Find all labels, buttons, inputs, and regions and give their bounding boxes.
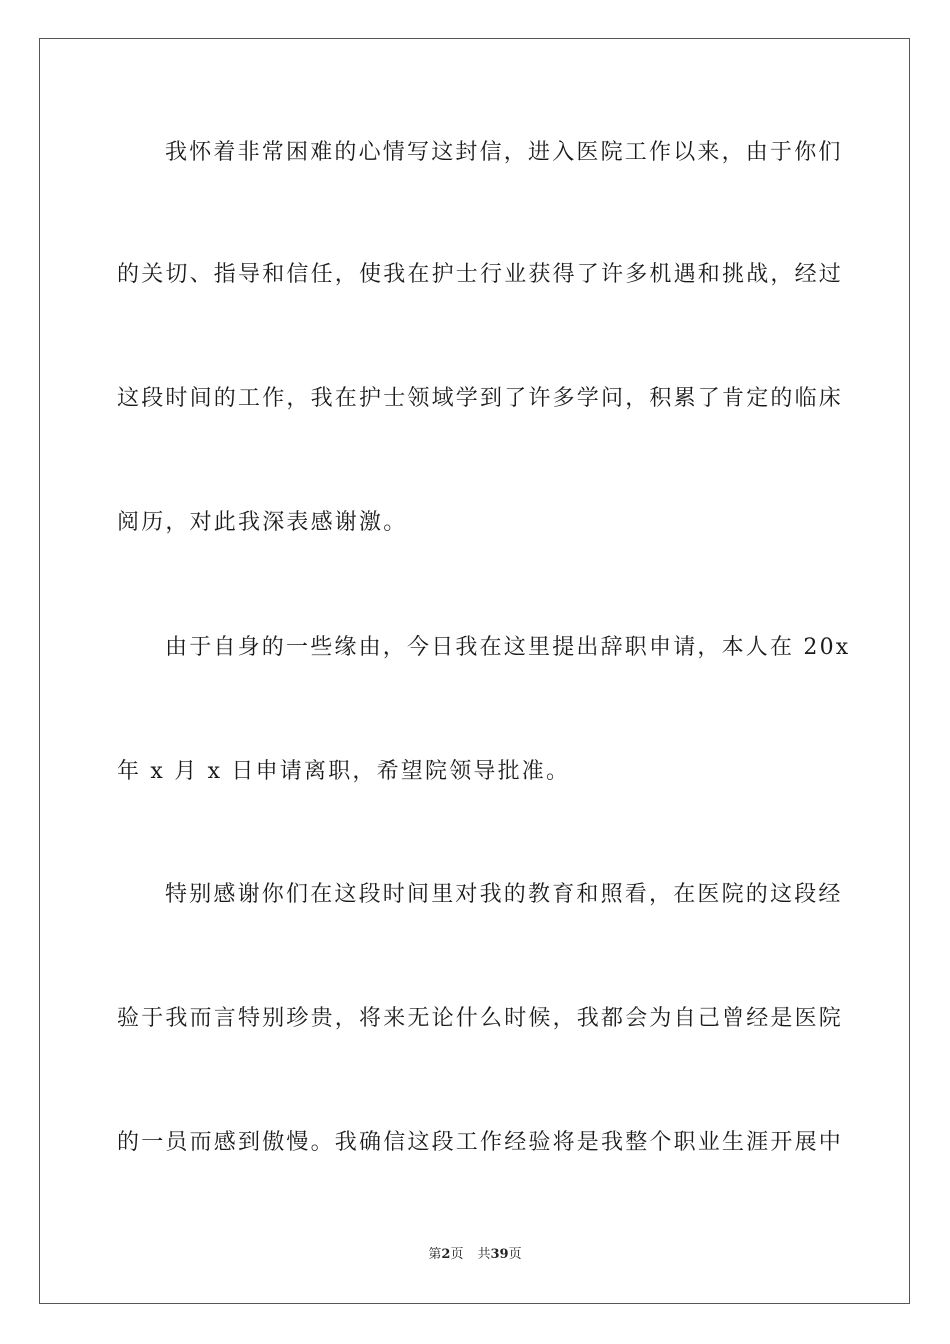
page-border bbox=[39, 38, 910, 1304]
paragraph-1-line-4: 阅历，对此我深表感谢激。 bbox=[117, 510, 408, 535]
paragraph-3-line-3: 的一员而感到傲慢。我确信这段工作经验将是我整个职业生涯开展中 bbox=[117, 1130, 844, 1155]
paragraph-1-line-2: 的关切、指导和信任，使我在护士行业获得了许多机遇和挑战，经过 bbox=[117, 262, 844, 287]
paragraph-3-line-1: 特别感谢你们在这段时间里对我的教育和照看，在医院的这段经 bbox=[165, 882, 843, 907]
page-suffix: 页 bbox=[450, 1247, 464, 1262]
current-page-number: 2 bbox=[441, 1247, 451, 1262]
paragraph-2-line-1: 由于自身的一些缘由，今日我在这里提出辞职申请，本人在 20x bbox=[165, 635, 851, 660]
paragraph-1-line-1: 我怀着非常困难的心情写这封信，进入医院工作以来，由于你们 bbox=[165, 140, 843, 165]
paragraph-1-line-3: 这段时间的工作，我在护士领域学到了许多学问，积累了肯定的临床 bbox=[117, 386, 844, 411]
total-suffix: 页 bbox=[508, 1247, 522, 1262]
total-pages-number: 39 bbox=[490, 1247, 509, 1262]
page-prefix: 第 bbox=[428, 1247, 442, 1262]
paragraph-3-line-2: 验于我而言特别珍贵，将来无论什么时候，我都会为自己曾经是医院 bbox=[117, 1006, 844, 1031]
page-footer bbox=[0, 1246, 950, 1264]
total-prefix: 共 bbox=[477, 1247, 491, 1262]
paragraph-2-line-2: 年 x 月 x 日申请离职，希望院领导批准。 bbox=[117, 759, 571, 784]
